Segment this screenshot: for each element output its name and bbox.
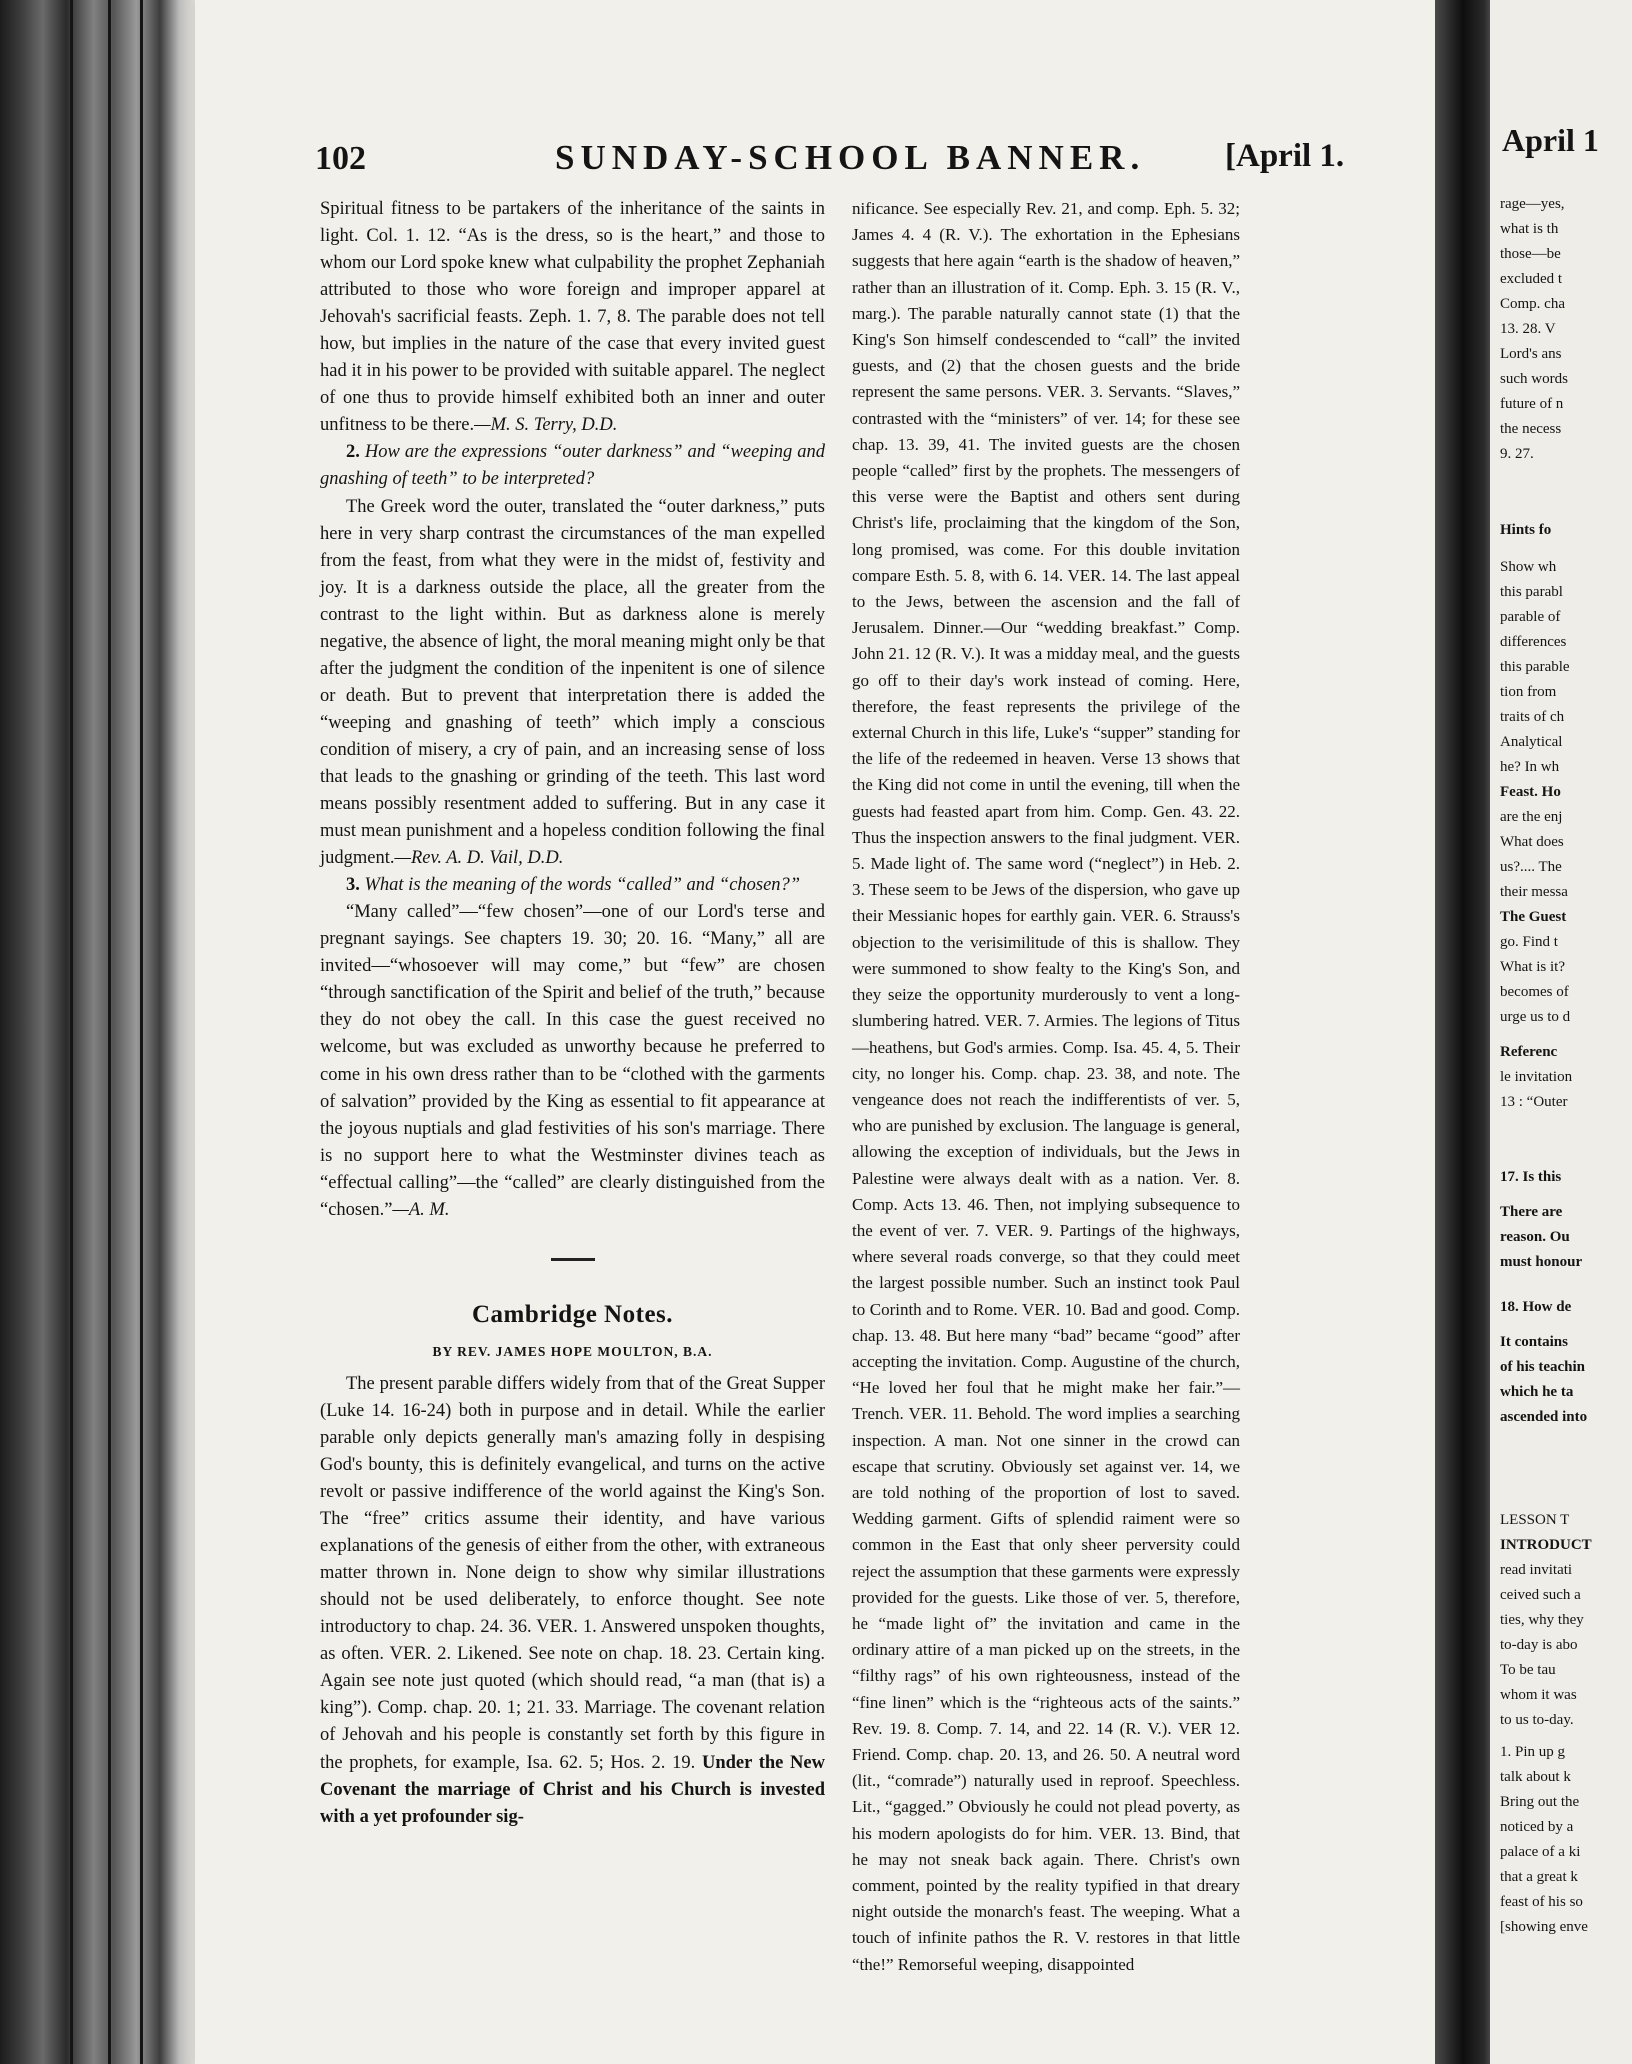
- adjacent-page-line: he? In wh: [1500, 759, 1560, 775]
- adjacent-page-line: Show wh: [1500, 559, 1557, 575]
- running-head: [195, 130, 1445, 190]
- adjacent-page-line: To be tau: [1500, 1662, 1556, 1678]
- adjacent-page-line: such words: [1500, 371, 1568, 387]
- paragraph: The Greek word the outer, translated the “outer darkness,” puts here in very sharp contrast the circumstances of the man expelled from the feast, from what they were in the midst of, festivity and joy. It is a darkness outside the place, all the greater from the contrast to the light within. But as darkness alone is merely negative, the absence of light, the moral meaning might only be that after the judgment the condition of the inpenitent is one of silence or death. But to prevent that interpretation there is added the “weeping and gnashing of teeth” which imply a conscious condition of misery, a cry of pain, and an increasing sense of loss that leads to the gnashing or grinding of the teeth. This last word means possibly resentment added to suffering. But in any case it must mean punishment and a hopeless condition following the final judgment.—Rev. A. D. Vail, D.D.: [320, 496, 825, 869]
- adjacent-page-line: le invitation: [1500, 1069, 1573, 1085]
- adjacent-page-line: palace of a ki: [1500, 1844, 1581, 1860]
- document-page: [195, 0, 1445, 2064]
- adjacent-page-line: what is th: [1500, 221, 1559, 237]
- adjacent-page-line: ceived such a: [1500, 1587, 1581, 1603]
- adjacent-page-line: It contains: [1500, 1334, 1568, 1350]
- adjacent-page-line: Analytical: [1500, 734, 1563, 750]
- adjacent-page-line: 17. Is this: [1500, 1169, 1562, 1185]
- adjacent-page-line: parable of: [1500, 609, 1561, 625]
- adjacent-page-line: What is it?: [1500, 959, 1565, 975]
- attribution: —A. M.: [392, 1199, 450, 1220]
- adjacent-page-line: [showing enve: [1500, 1919, 1588, 1935]
- adjacent-page-line: that a great k: [1500, 1869, 1578, 1885]
- paragraph: Spiritual fitness to be partakers of the inheritance of the saints in light. Col. 1. 12. “As is the dress, so is the heart,” and those to whom our Lord spoke knew what culpability the prophet Zephaniah attributed to those who wore foreign and improper apparel at Jehovah's sacrificial feasts. Zeph. 1. 7, 8. The parable does not tell how, but implies in the nature of the case that every invited guest had it in his power to be provided with suitable apparel. The neglect of one thus to provide himself exhibited both an inner and outer unfitness to be there.—M. S. Terry, D.D.: [320, 199, 825, 436]
- adjacent-page-line: this parabl: [1500, 584, 1563, 600]
- page-number: 102: [315, 140, 366, 177]
- adjacent-page-fragment: [1490, 0, 1632, 2064]
- adjacent-page-head: April 1: [1502, 122, 1599, 158]
- adjacent-page-line: are the enj: [1500, 809, 1563, 825]
- paragraph: nificance. See especially Rev. 21, and comp. Eph. 5. 32; James 4. 4 (R. V.). The exhortation in the Ephesians suggests that here again “earth is the shadow of heaven,” rather than an illustration of it. Comp. Eph. 3. 15 (R. V., marg.). The parable naturally cannot state (1) that the King's Son himself condescended to “call” the invited guests, and (2) that the chosen guests and the bride represent the same persons. VER. 3. Servants. “Slaves,” contrasted with the “ministers” of ver. 14; for these see chap. 13. 39, 41. The invited guests are the chosen people “called” first by the prophets. The messengers of this verse were the Baptist and others sent during Christ's life, proclaiming that the kingdom of the Son, long promised, was come. For this double invitation compare Esth. 5. 8, with 6. 14. VER. 14. The last appeal to the Jews, between the ascension and the fall of Jerusalem. Dinner.—Our “wedding breakfast.” Comp. John 21. 12 (R. V.). It was a midday meal, and the guests go off to their day's work instead of coming. Here, therefore, the feast represents the privilege of the external Church in this life, Luke's “supper” standing for the life of the redeemed in heaven. Verse 13 shows that the King did not come in until the evening, till when the guests had feasted apart from him. Comp. Gen. 43. 22. Thus the inspection answers to the final judgment. VER. 5. Made light of. The same word (“neglect”) in Heb. 2. 3. These seem to be Jews of the dispersion, who gave up their Messianic hopes for earthly gain. VER. 6. Strauss's objection to the verisimilitude of this is shallow. They were summoned to show fealty to the King's Son, and they seize the opportunity murderously to vent a long-slumbering hatred. VER. 7. Armies. The legions of Titus—heathens, but God's armies. Comp. Isa. 45. 4, 5. Their city, no longer his. Comp. chap. 23. 38, and note. The vengeance does not reach the indifferentists of ver. 5, who are punished by exclusion. The language is general, allowing the exception of individuals, but the Jews in Palestine were always dealt with as a nation. Ver. 8. Comp. Acts 13. 46. Then, not implying subsequence to the event of ver. 7. VER. 9. Partings of the highways, where several roads converge, so that they could meet the largest possible number. Such an instinct took Paul to Corinth and to Rome. VER. 10. Bad and good. Comp. chap. 13. 48. But here many “bad” became “good” after accepting the invitation. Comp. Augustine of the church, “He loved her foul that he might make her fair.”—Trench. VER. 11. Behold. The word implies a searching inspection. A man. Not one sinner in the crowd can escape that scrutiny. Obviously set against ver. 14, we are told nothing of the proportion of lost to saved. Wedding garment. Gifts of splendid raiment were so common in the East that only sheer perversity could reject the assumption that these garments were expressly provided for the guests. Like those of ver. 5, therefore, he “made light of” the invitation and came in the ordinary attire of a man picked up on the streets, in the “filthy rags” of his own righteousness, instead of the “fine linen” which is the “righteous acts of the saints.” Rev. 19. 8. Comp. 7. 14, and 22. 14 (R. V.). VER 12. Friend. Comp. chap. 20. 13, and 26. 50. A neutral word (lit., “comrade”) naturally used in reproof. Speechless. Lit., “gagged.” Obviously he could not plead poverty, as his modern apologists do for him. VER. 13. Bind, that he may not sneak back again. There. Christ's own comment, pointed by the reality typified in that dreary night outside the monarch's feast. The weeping. What a touch of infinite pathos the R. V. restores in that little “the!” Remorseful weeping, disappointed: [852, 199, 1240, 1974]
- adjacent-page-line: read invitati: [1500, 1562, 1573, 1578]
- adjacent-page-line: reason. Ou: [1500, 1229, 1570, 1245]
- adjacent-page-line: whom it was: [1500, 1687, 1577, 1703]
- adjacent-page-line: Hints fo: [1500, 522, 1552, 538]
- adjacent-page-line: the necess: [1500, 421, 1562, 437]
- adjacent-page-line: to us to-day.: [1500, 1712, 1574, 1728]
- adjacent-page-line: Referenc: [1500, 1044, 1558, 1060]
- binding-edge: [70, 0, 73, 2064]
- adjacent-page-line: us?.... The: [1500, 859, 1562, 875]
- adjacent-page-line: this parable: [1500, 659, 1570, 675]
- adjacent-page-line: traits of ch: [1500, 709, 1565, 725]
- attribution: —M. S. Terry, D.D.: [474, 415, 618, 436]
- adjacent-page-line: Feast. Ho: [1500, 784, 1561, 800]
- adjacent-page-line: tion from: [1500, 684, 1557, 700]
- adjacent-page-line: which he ta: [1500, 1384, 1574, 1400]
- adjacent-page-line: Bring out the: [1500, 1794, 1580, 1810]
- adjacent-page-line: 9. 27.: [1500, 446, 1534, 462]
- question-number: 2.: [346, 442, 360, 463]
- section-divider: [551, 1258, 595, 1261]
- adjacent-page-line: urge us to d: [1500, 1009, 1571, 1025]
- section-title: Cambridge Notes.: [471, 1300, 674, 1328]
- adjacent-page-line: talk about k: [1500, 1769, 1571, 1785]
- adjacent-page-line: becomes of: [1500, 984, 1569, 1000]
- adjacent-page-line: to-day is abo: [1500, 1637, 1578, 1653]
- adjacent-page-line: excluded t: [1500, 271, 1563, 287]
- question-heading: 3. What is the meaning of the words “called” and “chosen?”: [346, 875, 801, 896]
- adjacent-page-line: must honour: [1500, 1254, 1583, 1270]
- adjacent-page-line: rage—yes,: [1500, 196, 1565, 212]
- adjacent-page-line: Lord's ans: [1500, 346, 1562, 362]
- binding-edge: [108, 0, 111, 2064]
- adjacent-page-line: The Guest: [1500, 909, 1567, 925]
- adjacent-page-line: 13. 28. V: [1500, 321, 1556, 337]
- paragraph: The present parable differs widely from that of the Great Supper (Luke 14. 16-24) both in purpose and in detail. While the earlier parable only depicts generally man's amazing folly in despising God's bounty, this is definitely evangelical, and turns on the active revolt or passive indifference of the world against the King's Son. The “free” critics assume their identity, and have various explanations of the genesis of either from the other, with extraneous matter thrown in. None deign to show why similar illustrations should not be used deliberately, to enforce thought. See note introductory to chap. 24. 36. VER. 1. Answered unspoken thoughts, as often. VER. 2. Likened. See note on chap. 18. 23. Certain king. Again see note just quoted (which should read, “a man (that is) a king”). Comp. chap. 20. 1; 21. 33. Marriage. The covenant relation of Jehovah and his people is constantly set forth by this figure in the prophets, for example, Isa. 62. 5; Hos. 2. 19. Under the New Covenant the marriage of Christ and his Church is invested with a yet profounder sig-: [320, 1373, 825, 1827]
- adjacent-page-line: Comp. cha: [1500, 296, 1565, 312]
- adjacent-page-line: INTRODUCT: [1500, 1537, 1592, 1553]
- question-number: 3.: [346, 875, 360, 896]
- adjacent-page-line: ascended into: [1500, 1409, 1588, 1425]
- attribution: —Rev. A. D. Vail, D.D.: [394, 848, 564, 869]
- adjacent-page-line: their messa: [1500, 884, 1568, 900]
- adjacent-page-line: go. Find t: [1500, 934, 1558, 950]
- adjacent-page-line: What does: [1500, 834, 1564, 850]
- adjacent-page-line: 18. How de: [1500, 1299, 1572, 1315]
- paragraph: “Many called”—“few chosen”—one of our Lord's terse and pregnant sayings. See chapters 19. 30; 20. 16. “Many,” all are invited—“whosoever will may come,” but “few” are chosen “through sanctification of the Spirit and belief of the truth,” because they do not obey the call. In this case the guest received no welcome, but was excluded as unworthy because he preferred to come in his own dress rather than to be “clothed with the garments of salvation” provided by the King as essential to fit appearance at the joyous nuptials and glad festivities of his son's marriage. There is no support here to what the Westminster divines teach as “effectual calling”—the “called” are clearly distinguished from the “chosen.”—A. M.: [320, 902, 825, 1220]
- adjacent-page-line: feast of his so: [1500, 1894, 1583, 1910]
- adjacent-page-line: 13 : “Outer: [1500, 1094, 1568, 1110]
- binding-edge: [140, 0, 143, 2064]
- adjacent-page-line: LESSON T: [1500, 1512, 1570, 1528]
- adjacent-page-line: of his teachin: [1500, 1359, 1586, 1375]
- adjacent-page-line: differences: [1500, 634, 1567, 650]
- adjacent-page-line: those—be: [1500, 246, 1561, 262]
- byline: BY REV. JAMES HOPE MOULTON, B.A.: [432, 1343, 713, 1359]
- adjacent-page-line: There are: [1500, 1204, 1563, 1220]
- journal-title: SUNDAY-SCHOOL BANNER.: [555, 138, 1146, 177]
- right-column: [852, 196, 1240, 1978]
- adjacent-page-line: ties, why they: [1500, 1612, 1584, 1628]
- adjacent-page-line: noticed by a: [1500, 1819, 1574, 1835]
- book-binding: [0, 0, 195, 2064]
- left-column: [320, 196, 825, 1831]
- question-heading: 2. How are the expressions “outer darkness” and “weeping and gnashing of teeth” to be interpreted?: [320, 442, 826, 490]
- issue-date: [April 1.: [1225, 138, 1345, 174]
- adjacent-page-line: future of n: [1500, 396, 1564, 412]
- adjacent-page-line: 1. Pin up g: [1500, 1744, 1566, 1760]
